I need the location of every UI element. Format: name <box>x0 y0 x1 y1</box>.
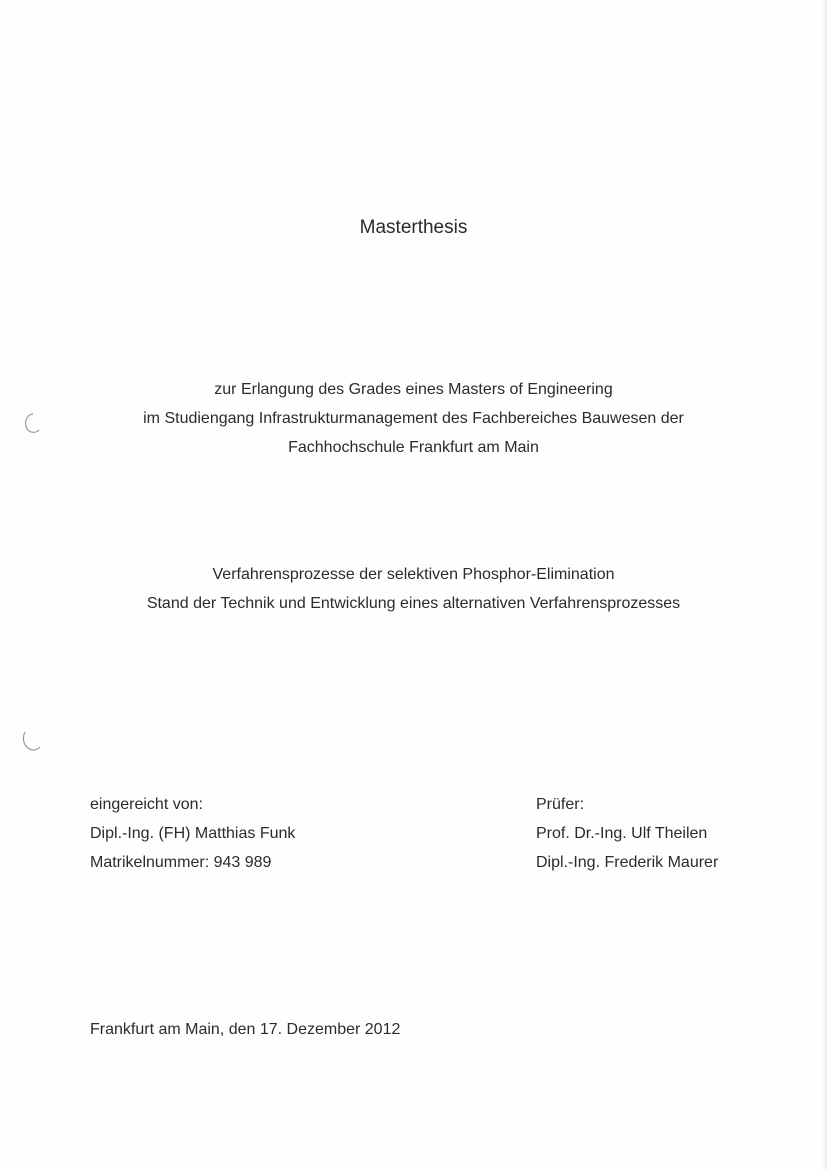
degree-purpose-block <box>0 375 827 462</box>
second-examiner: Dipl.-Ing. Frederik Maurer <box>536 854 719 871</box>
purpose-line-2: im Studiengang Infrastrukturmanagement des Fachbereiches Bauwesen der <box>143 410 684 427</box>
punch-hole-mark-bottom <box>19 730 43 754</box>
author-name: Dipl.-Ing. (FH) Matthias Funk <box>90 825 296 842</box>
purpose-line-1: zur Erlangung des Grades eines Masters of Engineering <box>214 381 613 398</box>
submitted-by-label: eingereicht von: <box>90 796 203 813</box>
first-examiner: Prof. Dr.-Ing. Ulf Theilen <box>536 825 708 842</box>
document-title: Masterthesis <box>359 217 468 238</box>
examiners-label: Prüfer: <box>536 796 585 813</box>
examiners-block <box>536 790 718 877</box>
purpose-line-3: Fachhochschule Frankfurt am Main <box>288 439 539 456</box>
topic-line-2: Stand der Technik und Entwicklung eines alternativen Verfahrensprozesses <box>146 595 681 612</box>
submitted-by-block <box>90 790 295 877</box>
place-and-date: Frankfurt am Main, den 17. Dezember 2012 <box>90 1021 401 1038</box>
thesis-topic-block <box>0 560 827 618</box>
topic-line-1: Verfahrensprozesse der selektiven Phosphor-Elimination <box>212 566 615 583</box>
matriculation-number: Matrikelnummer: 943 989 <box>90 854 272 871</box>
